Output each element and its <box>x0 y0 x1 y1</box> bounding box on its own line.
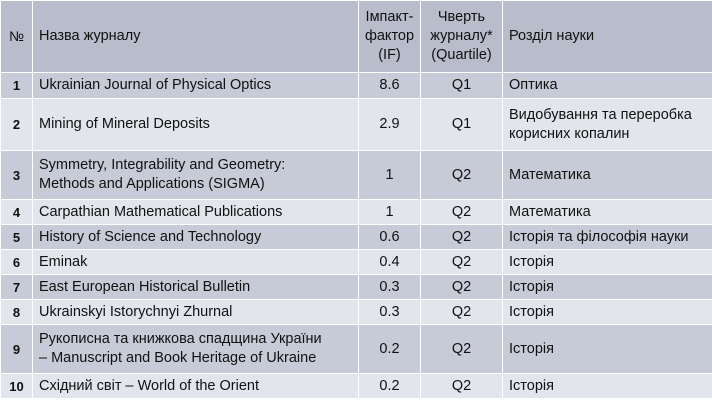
header-section: Розділ науки <box>503 1 712 73</box>
row-impact-factor: 0.6 <box>359 225 421 250</box>
header-name: Назва журналу <box>33 1 359 73</box>
table-row <box>1 99 712 151</box>
row-num: 5 <box>1 225 33 250</box>
row-journal-name <box>33 151 359 200</box>
row-section: Історія <box>503 250 712 275</box>
table-row <box>1 151 712 200</box>
row-num: 8 <box>1 300 33 325</box>
row-journal-name: Mining of Mineral Deposits <box>33 99 359 151</box>
row-section: Історія <box>503 300 712 325</box>
row-journal-name: Eminak <box>33 250 359 275</box>
table-row <box>1 300 712 325</box>
row-quartile: Q2 <box>421 200 503 225</box>
table-row <box>1 275 712 300</box>
row-section-line2: корисних копалин <box>509 125 630 142</box>
header-impact-factor <box>359 1 421 73</box>
row-num: 1 <box>1 73 33 99</box>
row-quartile: Q2 <box>421 374 503 399</box>
row-journal-name-line1: Symmetry, Integrability and Geometry: <box>39 157 286 173</box>
row-journal-name: Східний світ – World of the Orient <box>33 374 359 399</box>
header-q-line2: журналу* <box>430 28 493 44</box>
row-section: Оптика <box>503 73 712 99</box>
row-impact-factor: 0.2 <box>359 374 421 399</box>
table-row <box>1 325 712 374</box>
header-q-line3: (Quartile) <box>431 47 492 63</box>
header-quartile <box>421 1 503 73</box>
row-impact-factor: 0.4 <box>359 250 421 275</box>
header-row <box>1 1 712 73</box>
row-impact-factor: 0.3 <box>359 275 421 300</box>
row-section: Математика <box>503 151 712 200</box>
row-num: 2 <box>1 99 33 151</box>
row-num: 9 <box>1 325 33 374</box>
table-row <box>1 200 712 225</box>
row-journal-name-line1: Рукописна та книжкова спадщина України <box>39 331 322 347</box>
row-quartile: Q2 <box>421 225 503 250</box>
row-quartile: Q2 <box>421 300 503 325</box>
table-row <box>1 225 712 250</box>
row-journal-name-line2: – Manuscript and Book Heritage of Ukraine <box>39 350 317 366</box>
row-num: 3 <box>1 151 33 200</box>
row-impact-factor: 1 <box>359 151 421 200</box>
row-num: 4 <box>1 200 33 225</box>
header-q-line1: Чверть <box>437 9 486 25</box>
row-quartile: Q2 <box>421 151 503 200</box>
row-journal-name: Carpathian Mathematical Publications <box>33 200 359 225</box>
row-journal-name <box>33 325 359 374</box>
row-impact-factor: 8.6 <box>359 73 421 99</box>
table-row <box>1 250 712 275</box>
row-section: Математика <box>503 200 712 225</box>
row-journal-name: History of Science and Technology <box>33 225 359 250</box>
table-row <box>1 73 712 99</box>
row-journal-name: East European Historical Bulletin <box>33 275 359 300</box>
row-quartile: Q2 <box>421 250 503 275</box>
row-impact-factor: 0.2 <box>359 325 421 374</box>
row-section: Історія <box>503 275 712 300</box>
row-quartile: Q2 <box>421 325 503 374</box>
row-section: Історія та філософія науки <box>503 225 712 250</box>
header-if-line2: фактор <box>364 28 415 44</box>
row-num: 6 <box>1 250 33 275</box>
row-section <box>503 99 712 151</box>
row-section-line1: Видобування та переробка <box>509 106 692 123</box>
row-section: Історія <box>503 374 712 399</box>
row-quartile: Q1 <box>421 73 503 99</box>
header-if-line1: Імпакт- <box>365 9 414 25</box>
row-journal-name: Ukrainian Journal of Physical Optics <box>33 73 359 99</box>
row-journal-name-line2: Methods and Applications (SIGMA) <box>39 176 265 192</box>
row-section: Історія <box>503 325 712 374</box>
row-num: 10 <box>1 374 33 399</box>
row-impact-factor: 1 <box>359 200 421 225</box>
row-impact-factor: 0.3 <box>359 300 421 325</box>
row-journal-name: Ukrainskyi Istorychnyi Zhurnal <box>33 300 359 325</box>
table-row <box>1 374 712 399</box>
row-quartile: Q1 <box>421 99 503 151</box>
header-if-line3: (IF) <box>378 47 401 63</box>
row-num: 7 <box>1 275 33 300</box>
header-num: № <box>1 1 33 73</box>
row-quartile: Q2 <box>421 275 503 300</box>
row-impact-factor: 2.9 <box>359 99 421 151</box>
